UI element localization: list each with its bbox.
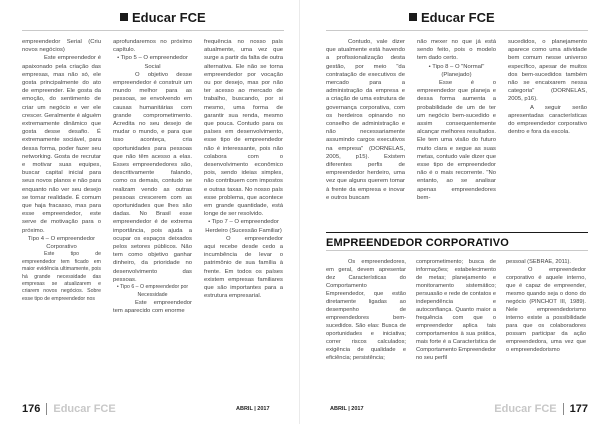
paragraph: Os empreendedores, em geral, devem apresentar dez Características do Comportamento Empreendedor, que estão diretamente ligadas ao desempenho de empreendedores bem-sucedidos. São elas: Busca de oportunidades e iniciativa; correr riscos calculados; exigência de qualidade e eficiência; persistência; [326, 259, 406, 361]
column-2 [417, 38, 496, 218]
footer-date: ABRIL | 2017 [236, 406, 270, 412]
footer [326, 400, 588, 418]
subheading: • Tipo 5 – O empreendedor Social [117, 55, 188, 70]
right-page [300, 0, 600, 424]
column-1 [326, 38, 405, 218]
column-2 [113, 38, 192, 374]
paragraph: empreendedor Serial (Criu novos negócios) [22, 39, 101, 54]
column-3 [506, 258, 586, 398]
brand-title: Educar FCE [132, 9, 206, 25]
paragraph: aprofundaremos no próximo capítulo. [113, 39, 192, 54]
paragraph: Contudo, vale dizer que atualmente está havendo a profissionalização desta gestão, por meio "da contratação de executivos de mercado para a administração da empresa e a criação de uma estrutura de governança corporativa, com os herdeiros opinando no conselho de administração e não necessariamente assumindo cargos executivos na empresa" (DORNELAS, 2005, p15). Existem diferentes perfis de empreendedor herdeiro, uma vez que alguns querem tomar à frente da empresa e inovar e outros buscam [326, 39, 405, 201]
body-columns [326, 38, 588, 218]
paragraph: Esse é o empreendedor que planeja e dessa forma aumenta a probabilidade de um de ter um negócio bem-sucedido e assim consequentemente alcançar melhores resultados. Ele tem uma visão do futuro muito clara e segue as suas metas, contudo vale dizer que esse tipo de empreendedor não é o mais recorrente. "No entanto, ao se analisar apenas empreendedores bem- [417, 80, 496, 201]
footer-right [494, 403, 588, 415]
paragraph: Este empreendedor tem aparecido com enorme [113, 299, 192, 315]
paragraph: não mexer no que já está sendo feito, pois o modelo tem dado certo. [417, 39, 496, 62]
column-1 [326, 258, 406, 398]
subheading: • Tipo 7 – O empreendedor Herdeiro (Sucessão Familiar) [205, 219, 282, 234]
paragraph: comprometimento; busca de informações; estabelecimento de metas; planejamento e monitoramento sistemático; persuasão e rede de contatos e independência e autoconfiança. Quanto maior a frequência com que o empreendedor aplica tais comportamentos à sua prática, mais forte é a Característica de Comportamento Empreendedor no seu perfil [416, 259, 496, 361]
subheading: • Tipo 6 – O empreendedor por Necessidade [116, 284, 189, 298]
column-2 [416, 258, 496, 398]
footer-divider [563, 403, 564, 415]
column-3 [508, 38, 587, 218]
header-rule [22, 30, 284, 31]
paragraph: O empreendedor aqui recebe desde cedo a incumbência de levar o patrimônio de sua família à frente. Em todos os países existem empresas familiares que são importantes para a estrutura empresarial. [204, 235, 283, 300]
paragraph: frequência no nosso país atualmente, uma vez que surge a partir da falta de outra alternativa. Ele não se torna empreendedor por vocação ou por desejo, mas por não ter acesso ao mercado de trabalho, buscando, por si mesmo, uma forma de garantir sua renda, mesmo que pouca. Contudo para os países em desenvolvimento, esse tipo de empreendedor não é interessante, pois não colabora com o desenvolvimento econômico pois, sendo ideias simples, não contribuem com impostos e outras taxas. No nosso país esse problema, que acontece em grande quantidade, está longe de ser resolvido. [204, 39, 283, 218]
page-number: 177 [569, 403, 588, 415]
section-title: EMPREENDEDOR CORPORATIVO [326, 232, 588, 249]
footer-date: ABRIL | 2017 [330, 406, 364, 412]
paragraph: A seguir serão apresentadas características do empreendedor corporativo dentro e fora da escola. [508, 104, 587, 136]
paragraph: Este empreendedor é apaixonado pela criação das empresas, mas não só, ele gosta principalmente do ato de empreender. Ele gosta da emoção, do sentimento de criar um negócio e ver ele crescer. Geralmente é alguém extremamente dinâmico que gosta desse desafio. É extremamente sociável, para dessa forma, poder fazer seu networking. Gosta de recrutar e motivar suas equipes, buscar capital inicial para seus novos planos e não para enquanto não ver seu desejo se tornar realidade. É comum que haja fracasso, mas para esse empreendedor, este serve de motivação para o próximo. [22, 55, 101, 234]
header-brand [409, 9, 495, 25]
brand-title: Educar FCE [421, 9, 495, 25]
brand-square-icon [120, 13, 128, 21]
section-columns [326, 258, 588, 398]
header-rule [326, 30, 588, 31]
column-1 [22, 38, 101, 374]
paragraph: O objetivo desse empreendedor é construir um mundo melhor para as pessoas, se envolvendo em causas humanitárias com grande comprometimento. Acredita no seu desejo de mudar o mundo, e para que isso aconteça, cria oportunidades para pessoas que não têm acesso a elas. Esses empreendedores são, descritivamente falando, como os demais, contudo se realizam vendo as outras pessoas crescerem com as oportunidades que lhes são dadas. No Brasil esse empreendedor é de extrema importância, pois ajuda a ocupar os espaços deixados pelos setores públicos. Não tem como objetivo ganhar dinheiro, da prioridade no desenvolvimento das pessoas. [113, 71, 192, 283]
header-brand [120, 9, 206, 25]
paragraph: pessoal (SEBRAE, 2011). [506, 259, 572, 265]
footer-brand: Educar FCE [494, 403, 557, 415]
paragraph: Este tipo de empreendedor tem ficado em maior evidência ultimamente, pois há grande necessidade das empresas se atualizarem e criarem novos negócios. Sobre esse tipo de empreendedor nos [22, 251, 101, 302]
page-number: 176 [22, 403, 41, 415]
column-3 [204, 38, 283, 374]
footer-divider [46, 403, 47, 415]
subheading: Tipo 4 – O empreendedor Corporativo [27, 235, 96, 251]
body-columns [22, 38, 284, 374]
paragraph: O empreendedor corporativo é aquele interno, que é capaz de empreender, mesmo quando seja o dono do negócio (PINCHOT III, 1989). Nele empreendedorismo interno existe a possibilidade para que os colaboradores possam participar da ação empreendedora, uma vez que o empreendedorismo [506, 267, 586, 353]
section-rule [326, 250, 588, 251]
brand-square-icon [409, 13, 417, 21]
subheading: • Tipo 8 – O "Normal" (Planejado) [428, 63, 485, 78]
footer-brand: Educar FCE [53, 403, 116, 415]
paragraph: sucedidos, o planejamento aparece como uma atividade bem comum nesse universo específico, apesar de muitos dos bem-sucedidos também não se encaixarem nessa categoria" (DORNELAS, 2005, p16). [508, 39, 587, 103]
footer [22, 400, 284, 418]
